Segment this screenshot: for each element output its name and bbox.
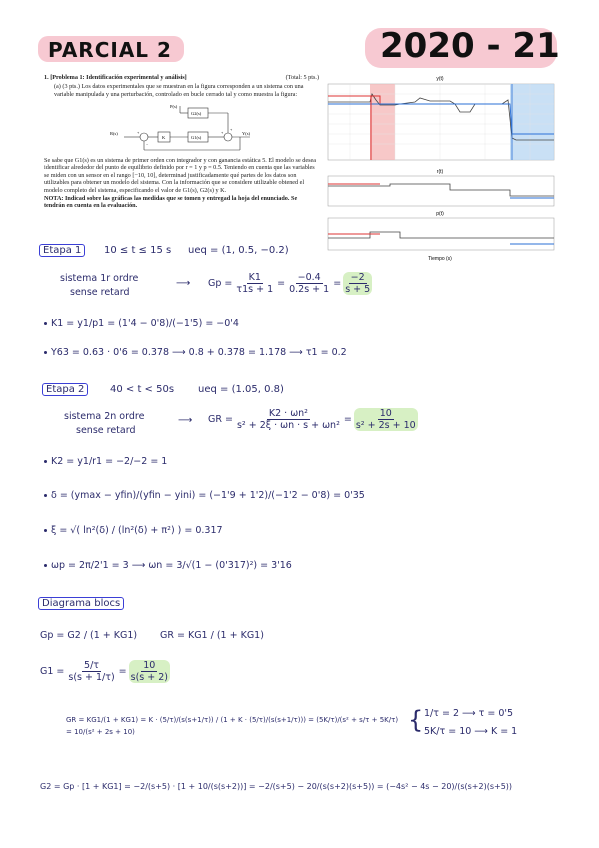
bullet bbox=[44, 351, 47, 354]
etapa1-desc1: sistema 1r ordre bbox=[60, 273, 139, 284]
diagrama-g1-num: 5/τ bbox=[84, 660, 100, 671]
diagrama-g1-den: s(s + 1/τ) bbox=[68, 672, 115, 683]
bd-sign-4: + bbox=[230, 127, 233, 132]
etapa2-gr-den: s² + 2ξ · ωn · s + ωn² bbox=[236, 420, 340, 431]
etapa1-arrow: ⟶ bbox=[176, 278, 191, 289]
etapa2-gr-eq: = bbox=[343, 414, 352, 425]
etapa1-y63-line bbox=[44, 347, 347, 358]
etapa2-range: 40 < t < 50s bbox=[110, 384, 175, 395]
etapa2-desc2: sense retard bbox=[76, 425, 136, 436]
etapa1-gp-frac1-den: τ1s + 1 bbox=[236, 284, 274, 295]
etapa2-xi-text: ξ = √( ln²(δ) / (ln²(δ) + π²) ) = 0.317 bbox=[51, 525, 223, 536]
diagrama-g2-line: G2 = Gp · [1 + KG1] = −2/(s+5) · [1 + 10/(s(s+2))] = −2/(s+5) − 20/(s(s+2)(s+5)) = (−4s² − 4s − 20)/(s(s+2)(s+5)) bbox=[40, 782, 513, 791]
bd-label-g2: G2(s) bbox=[191, 111, 202, 116]
year-label: 2020 - 21 bbox=[380, 26, 560, 66]
etapa2-delta-line bbox=[44, 490, 365, 501]
bd-sign-3: + bbox=[221, 130, 224, 135]
etapa2-ueq: ueq = (1.05, 0.8) bbox=[198, 384, 284, 395]
bd-label-r: R(s) bbox=[110, 131, 118, 136]
bd-label-k: K bbox=[162, 135, 166, 140]
etapa2-wp-line bbox=[44, 560, 292, 571]
etapa2-arrow: ⟶ bbox=[178, 415, 193, 426]
page-title: PARCIAL 2 bbox=[48, 38, 172, 62]
diagrama-g1-res-num: 10 bbox=[143, 660, 156, 671]
p-plot-title: p(t) bbox=[436, 211, 444, 217]
bullet bbox=[44, 564, 47, 567]
etapa1-gp-result bbox=[343, 272, 372, 295]
bullet bbox=[44, 494, 47, 497]
etapa1-gp-equation bbox=[208, 272, 374, 295]
etapa1-label: Etapa 1 bbox=[39, 244, 85, 257]
etapa2-label: Etapa 2 bbox=[42, 383, 88, 396]
plot-xlabel: Tiempo (s) bbox=[428, 256, 452, 262]
etapa1-k1-text: K1 = y1/p1 = (1'4 − 0'8)/(−1'5) = −0'4 bbox=[51, 318, 239, 329]
diagrama-gr-chain: GR = KG1/(1 + KG1) = K · (5/τ)/(s(s+1/τ)) / (1 + K · (5/τ)/(s(s+1/τ))) = (5K/τ)/(s² + s/τ + 5K/τ) = 10/(s² + 2s + 10) bbox=[66, 716, 399, 736]
problem-body-text: Se sabe que G1(s) es un sistema de primer orden con integrador y con ganancia estática 5. El modelo se desea identificar alrededor del punto de equilibrio definido por r = 1 y p = 0.5. Teniendo en cuenta que las variables se miden con un sensor en el rango [−10, 10], determinad justificadamente qué partes de los datos son utilizables para obtener un modelo del sistema. Con la información que se considere utilizable obtened el modelo completo del sistema, especificando el valor de G1(s), G2(s) y K. bbox=[44, 157, 316, 194]
etapa1-gp-result-den: s + 5 bbox=[345, 284, 371, 295]
diagrama-tau-line: 1/τ = 2 ⟶ τ = 0'5 bbox=[424, 708, 514, 719]
etapa1-k1-line bbox=[44, 318, 239, 329]
etapa1-gp-frac1-num: K1 bbox=[248, 272, 261, 283]
bd-sign-1: + bbox=[137, 130, 140, 135]
problem-number: 1. bbox=[44, 74, 49, 81]
etapa2-gr-result bbox=[354, 408, 418, 431]
problem-heading-text: [Problema 1: Identificación experimental y análisis] bbox=[50, 74, 187, 81]
problem-body bbox=[44, 157, 319, 210]
problem-statement bbox=[44, 74, 319, 98]
etapa2-k2-line bbox=[44, 456, 167, 467]
diagrama-g1-res-den: s(s + 2) bbox=[130, 672, 168, 683]
bd-label-p: P(s) bbox=[170, 104, 178, 109]
diagrama-label: Diagrama blocs bbox=[38, 597, 124, 610]
bd-label-g1: G1(s) bbox=[191, 135, 202, 140]
problem-total: (Total: 5 pts.) bbox=[285, 74, 319, 81]
bullet bbox=[44, 322, 47, 325]
etapa2-wp-text: ωp = 2π/2'1 = 3 ⟶ ωn = 3/√(1 − (0'317)²) = 3'16 bbox=[51, 560, 292, 571]
etapa2-xi-line bbox=[44, 525, 223, 536]
problem-heading bbox=[44, 74, 187, 81]
diagrama-g1-eq: = bbox=[118, 666, 127, 677]
bullet bbox=[44, 460, 47, 463]
diagrama-gr-eq: GR = KG1 / (1 + KG1) bbox=[160, 630, 264, 641]
etapa2-k2-text: K2 = y1/r1 = −2/−2 = 1 bbox=[51, 456, 168, 467]
r-plot bbox=[320, 168, 560, 208]
etapa2-delta-text: δ = (ymax − yfin)/(yfin − yini) = (−1'9 + 1'2)/(−1'2 − 0'8) = 0'35 bbox=[51, 490, 365, 501]
bullet bbox=[44, 529, 47, 532]
diagrama-brace: { bbox=[408, 706, 424, 734]
bd-label-y: Y(s) bbox=[242, 131, 250, 136]
y-plot bbox=[320, 74, 560, 166]
etapa1-gp-frac2-den: 0.2s + 1 bbox=[289, 284, 330, 295]
p-plot bbox=[320, 210, 560, 262]
etapa1-y63-text: Y63 = 0.63 · 0'6 = 0.378 ⟶ 0.8 + 0.378 = 1.178 ⟶ τ1 = 0.2 bbox=[51, 347, 347, 358]
y-plot-title: y(t) bbox=[436, 76, 444, 82]
etapa2-gr-res-num: 10 bbox=[379, 408, 392, 419]
etapa1-range: 10 ≤ t ≤ 15 s bbox=[104, 245, 172, 256]
problem-part-a: (a) (3 pts.) Los datos experimentales que se muestran en la figura corresponden a un sistema con una variable manipulada y una perturbación, controlado en bucle cerrado tal y como muestra la figura: bbox=[54, 83, 304, 98]
etapa1-desc2: sense retard bbox=[70, 287, 130, 298]
etapa1-gp-result-num: −2 bbox=[350, 272, 365, 283]
etapa1-gp-frac2 bbox=[287, 272, 331, 295]
problem-note: NOTA: Indicad sobre las gráficas las medidas que se tomen y entregad la hoja del enunciado. Se tendrán en cuenta en la evaluación. bbox=[44, 195, 298, 210]
problem-heading-row bbox=[44, 74, 319, 81]
etapa2-gr-equation bbox=[208, 408, 420, 431]
diagrama-gp-eq: Gp = G2 / (1 + KG1) bbox=[40, 630, 138, 641]
etapa1-gp-lhs: Gp = bbox=[208, 278, 233, 289]
etapa2-gr-num: K2 · ωn² bbox=[268, 408, 308, 419]
bd-sign-2: − bbox=[146, 142, 149, 147]
etapa2-gr-lhs: GR = bbox=[208, 414, 233, 425]
etapa2-gr-res-den: s² + 2s + 10 bbox=[355, 420, 416, 431]
diagrama-g1-lhs: G1 = bbox=[40, 666, 65, 677]
etapa1-ueq: ueq = (1, 0.5, −0.2) bbox=[188, 245, 289, 256]
etapa1-gp-eq2: = bbox=[333, 278, 342, 289]
diagrama-g1-frac bbox=[66, 660, 116, 683]
etapa1-gp-frac1 bbox=[234, 272, 275, 295]
block-diagram bbox=[110, 104, 260, 154]
diagrama-g1-equation bbox=[40, 660, 172, 683]
diagrama-k-line: 5K/τ = 10 ⟶ K = 1 bbox=[424, 726, 518, 737]
etapa2-desc1: sistema 2n ordre bbox=[64, 411, 145, 422]
r-plot-title: r(t) bbox=[436, 169, 444, 175]
diagrama-g1-result bbox=[129, 660, 170, 683]
etapa1-gp-frac2-num: −0.4 bbox=[297, 272, 321, 283]
etapa1-gp-eq1: = bbox=[277, 278, 286, 289]
etapa2-gr-frac bbox=[235, 408, 342, 431]
